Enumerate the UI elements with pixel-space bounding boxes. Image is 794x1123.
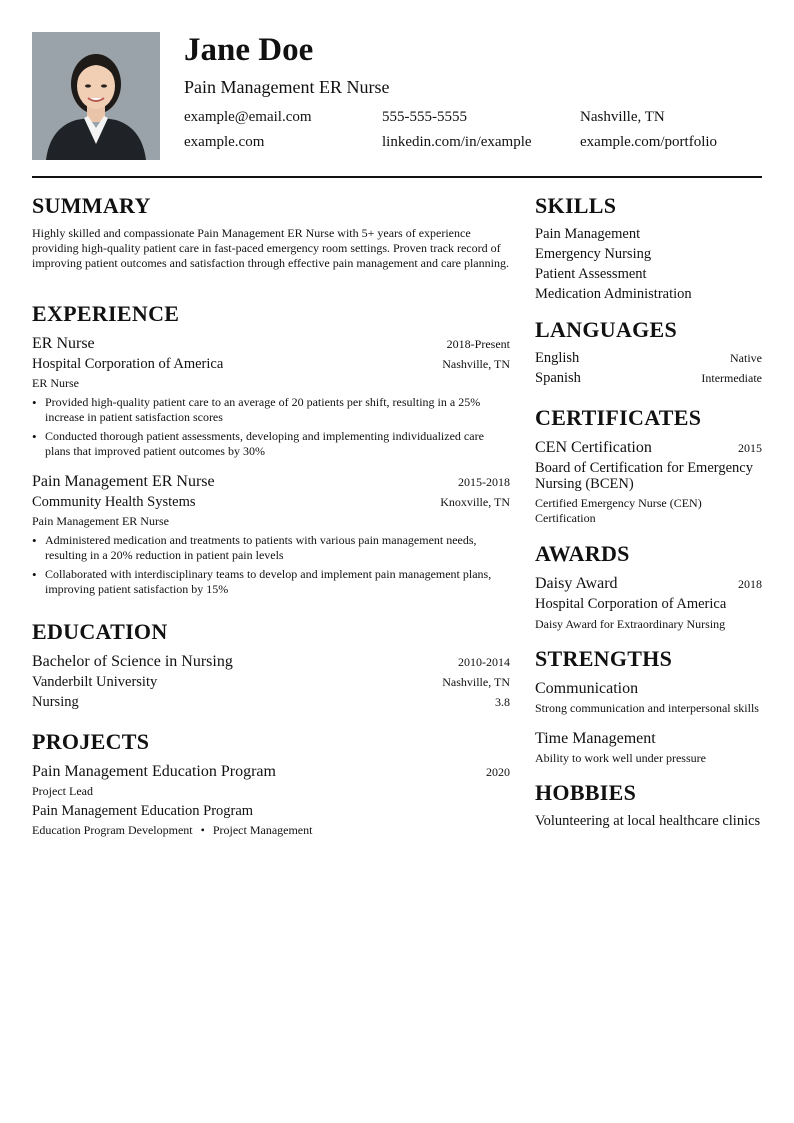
projects-section [32, 729, 510, 838]
certificate-entry [535, 437, 762, 526]
header-divider [32, 176, 762, 178]
summary-section [32, 193, 510, 271]
experience-entry [32, 333, 510, 459]
language-item [535, 368, 762, 388]
summary-text: Highly skilled and compassionate Pain Management ER Nurse with 5+ years of experience providing high-quality patient care in fast-paced emergency room settings. Proven track record of improving patient outcomes and satisfaction through effective pain management and care planning. [32, 226, 509, 270]
experience-role: ER Nurse [32, 335, 95, 352]
candidate-title: Pain Management ER Nurse [184, 77, 390, 97]
strength-item [535, 728, 762, 766]
award-description: Daisy Award for Extraordinary Nursing [535, 617, 726, 631]
experience-company: Hospital Corporation of America [32, 356, 224, 372]
project-tags [32, 823, 510, 838]
certificate-year: 2015 [738, 441, 762, 455]
contact-phone[interactable]: 555-555-5555 [382, 109, 467, 125]
certificate-issuer: Board of Certification for Emergency Nursing (BCEN) [535, 460, 753, 492]
language-level: Intermediate [701, 371, 762, 385]
certificate-name: CEN Certification [535, 439, 652, 456]
project-tag: Project Management [212, 823, 313, 837]
certificate-description: Certified Emergency Nurse (CEN) Certification [535, 496, 702, 525]
project-description: Pain Management Education Program [32, 803, 254, 819]
resume-header [32, 32, 762, 160]
languages-section [535, 317, 762, 388]
skill-item: Pain Management [535, 226, 641, 242]
language-name: English [535, 350, 580, 366]
hobbies-heading: HOBBIES [535, 780, 637, 805]
experience-subtitle: Pain Management ER Nurse [32, 514, 169, 528]
experience-company: Community Health Systems [32, 494, 196, 510]
experience-role: Pain Management ER Nurse [32, 473, 215, 490]
hobbies-section [535, 780, 762, 831]
contact-linkedin[interactable]: linkedin.com/in/example [382, 134, 532, 150]
strengths-heading: STRENGTHS [535, 646, 673, 671]
education-school: Vanderbilt University [32, 674, 158, 690]
strengths-section [535, 646, 762, 766]
hobby-item: Volunteering at local healthcare clinics [535, 813, 761, 829]
language-name: Spanish [535, 370, 581, 386]
skills-heading: SKILLS [535, 193, 617, 218]
profile-photo [32, 32, 160, 160]
education-degree: Bachelor of Science in Nursing [32, 653, 233, 670]
award-name: Daisy Award [535, 575, 618, 592]
education-dates: 2010-2014 [458, 655, 510, 669]
language-item [535, 348, 762, 368]
education-gpa: 3.8 [495, 695, 510, 709]
language-level: Native [730, 351, 762, 365]
languages-heading: LANGUAGES [535, 317, 678, 342]
strength-description: Ability to work well under pressure [535, 751, 706, 765]
education-location: Nashville, TN [442, 675, 510, 689]
project-year: 2020 [486, 765, 510, 779]
languages-list [535, 348, 762, 388]
education-entry [32, 651, 510, 712]
education-heading: EDUCATION [32, 619, 168, 644]
contact-website[interactable]: example.com [184, 134, 265, 150]
experience-bullets [32, 395, 510, 459]
candidate-name: Jane Doe [184, 32, 314, 68]
strength-item [535, 678, 762, 716]
experience-subtitle: ER Nurse [32, 376, 79, 390]
project-role: Project Lead [32, 784, 93, 798]
experience-section [32, 301, 510, 601]
award-year: 2018 [738, 577, 762, 591]
skills-section [535, 193, 762, 304]
strength-name: Time Management [535, 730, 656, 747]
education-field: Nursing [32, 694, 79, 710]
award-issuer: Hospital Corporation of America [535, 596, 727, 612]
experience-entry [32, 471, 510, 597]
contact-email[interactable]: example@email.com [184, 109, 312, 125]
project-tag: Education Program Development [32, 823, 193, 837]
experience-dates: 2015-2018 [458, 475, 510, 489]
strength-description: Strong communication and interpersonal skills [535, 701, 759, 715]
experience-location: Nashville, TN [442, 357, 510, 371]
award-entry [535, 573, 762, 632]
tag-separator: • [200, 823, 205, 837]
experience-heading: EXPERIENCE [32, 301, 180, 326]
skills-list [535, 224, 762, 304]
projects-heading: PROJECTS [32, 729, 150, 754]
strength-name: Communication [535, 680, 639, 697]
experience-bullet: • Administered medication and treatments to patients with various pain management needs, resulting in a 20% reduction in patient pain levels [32, 533, 510, 563]
awards-section [535, 541, 762, 632]
experience-bullet: • Provided high-quality patient care to an average of 20 patients per shift, resulting in a 25% increase in patient satisfaction scores [32, 395, 510, 425]
experience-bullet: • Collaborated with interdisciplinary teams to develop and implement pain management plans, improving patient satisfaction by 15% [32, 567, 510, 597]
contact-info [184, 108, 762, 152]
skill-item: Emergency Nursing [535, 246, 652, 262]
skill-item: Patient Assessment [535, 266, 647, 282]
awards-heading: AWARDS [535, 541, 630, 566]
project-entry [32, 761, 510, 838]
contact-location: Nashville, TN [580, 109, 665, 125]
education-section [32, 619, 510, 712]
certificates-section [535, 405, 762, 526]
skill-item: Medication Administration [535, 286, 692, 302]
summary-heading: SUMMARY [32, 193, 151, 218]
experience-bullets [32, 533, 510, 597]
experience-dates: 2018-Present [446, 337, 510, 351]
project-name: Pain Management Education Program [32, 763, 276, 780]
experience-bullet: • Conducted thorough patient assessments, developing and implementing individualized care plans that improved patient outcomes by 30% [32, 429, 510, 459]
contact-portfolio[interactable]: example.com/portfolio [580, 134, 718, 150]
certificates-heading: CERTIFICATES [535, 405, 702, 430]
experience-location: Knoxville, TN [440, 495, 510, 509]
